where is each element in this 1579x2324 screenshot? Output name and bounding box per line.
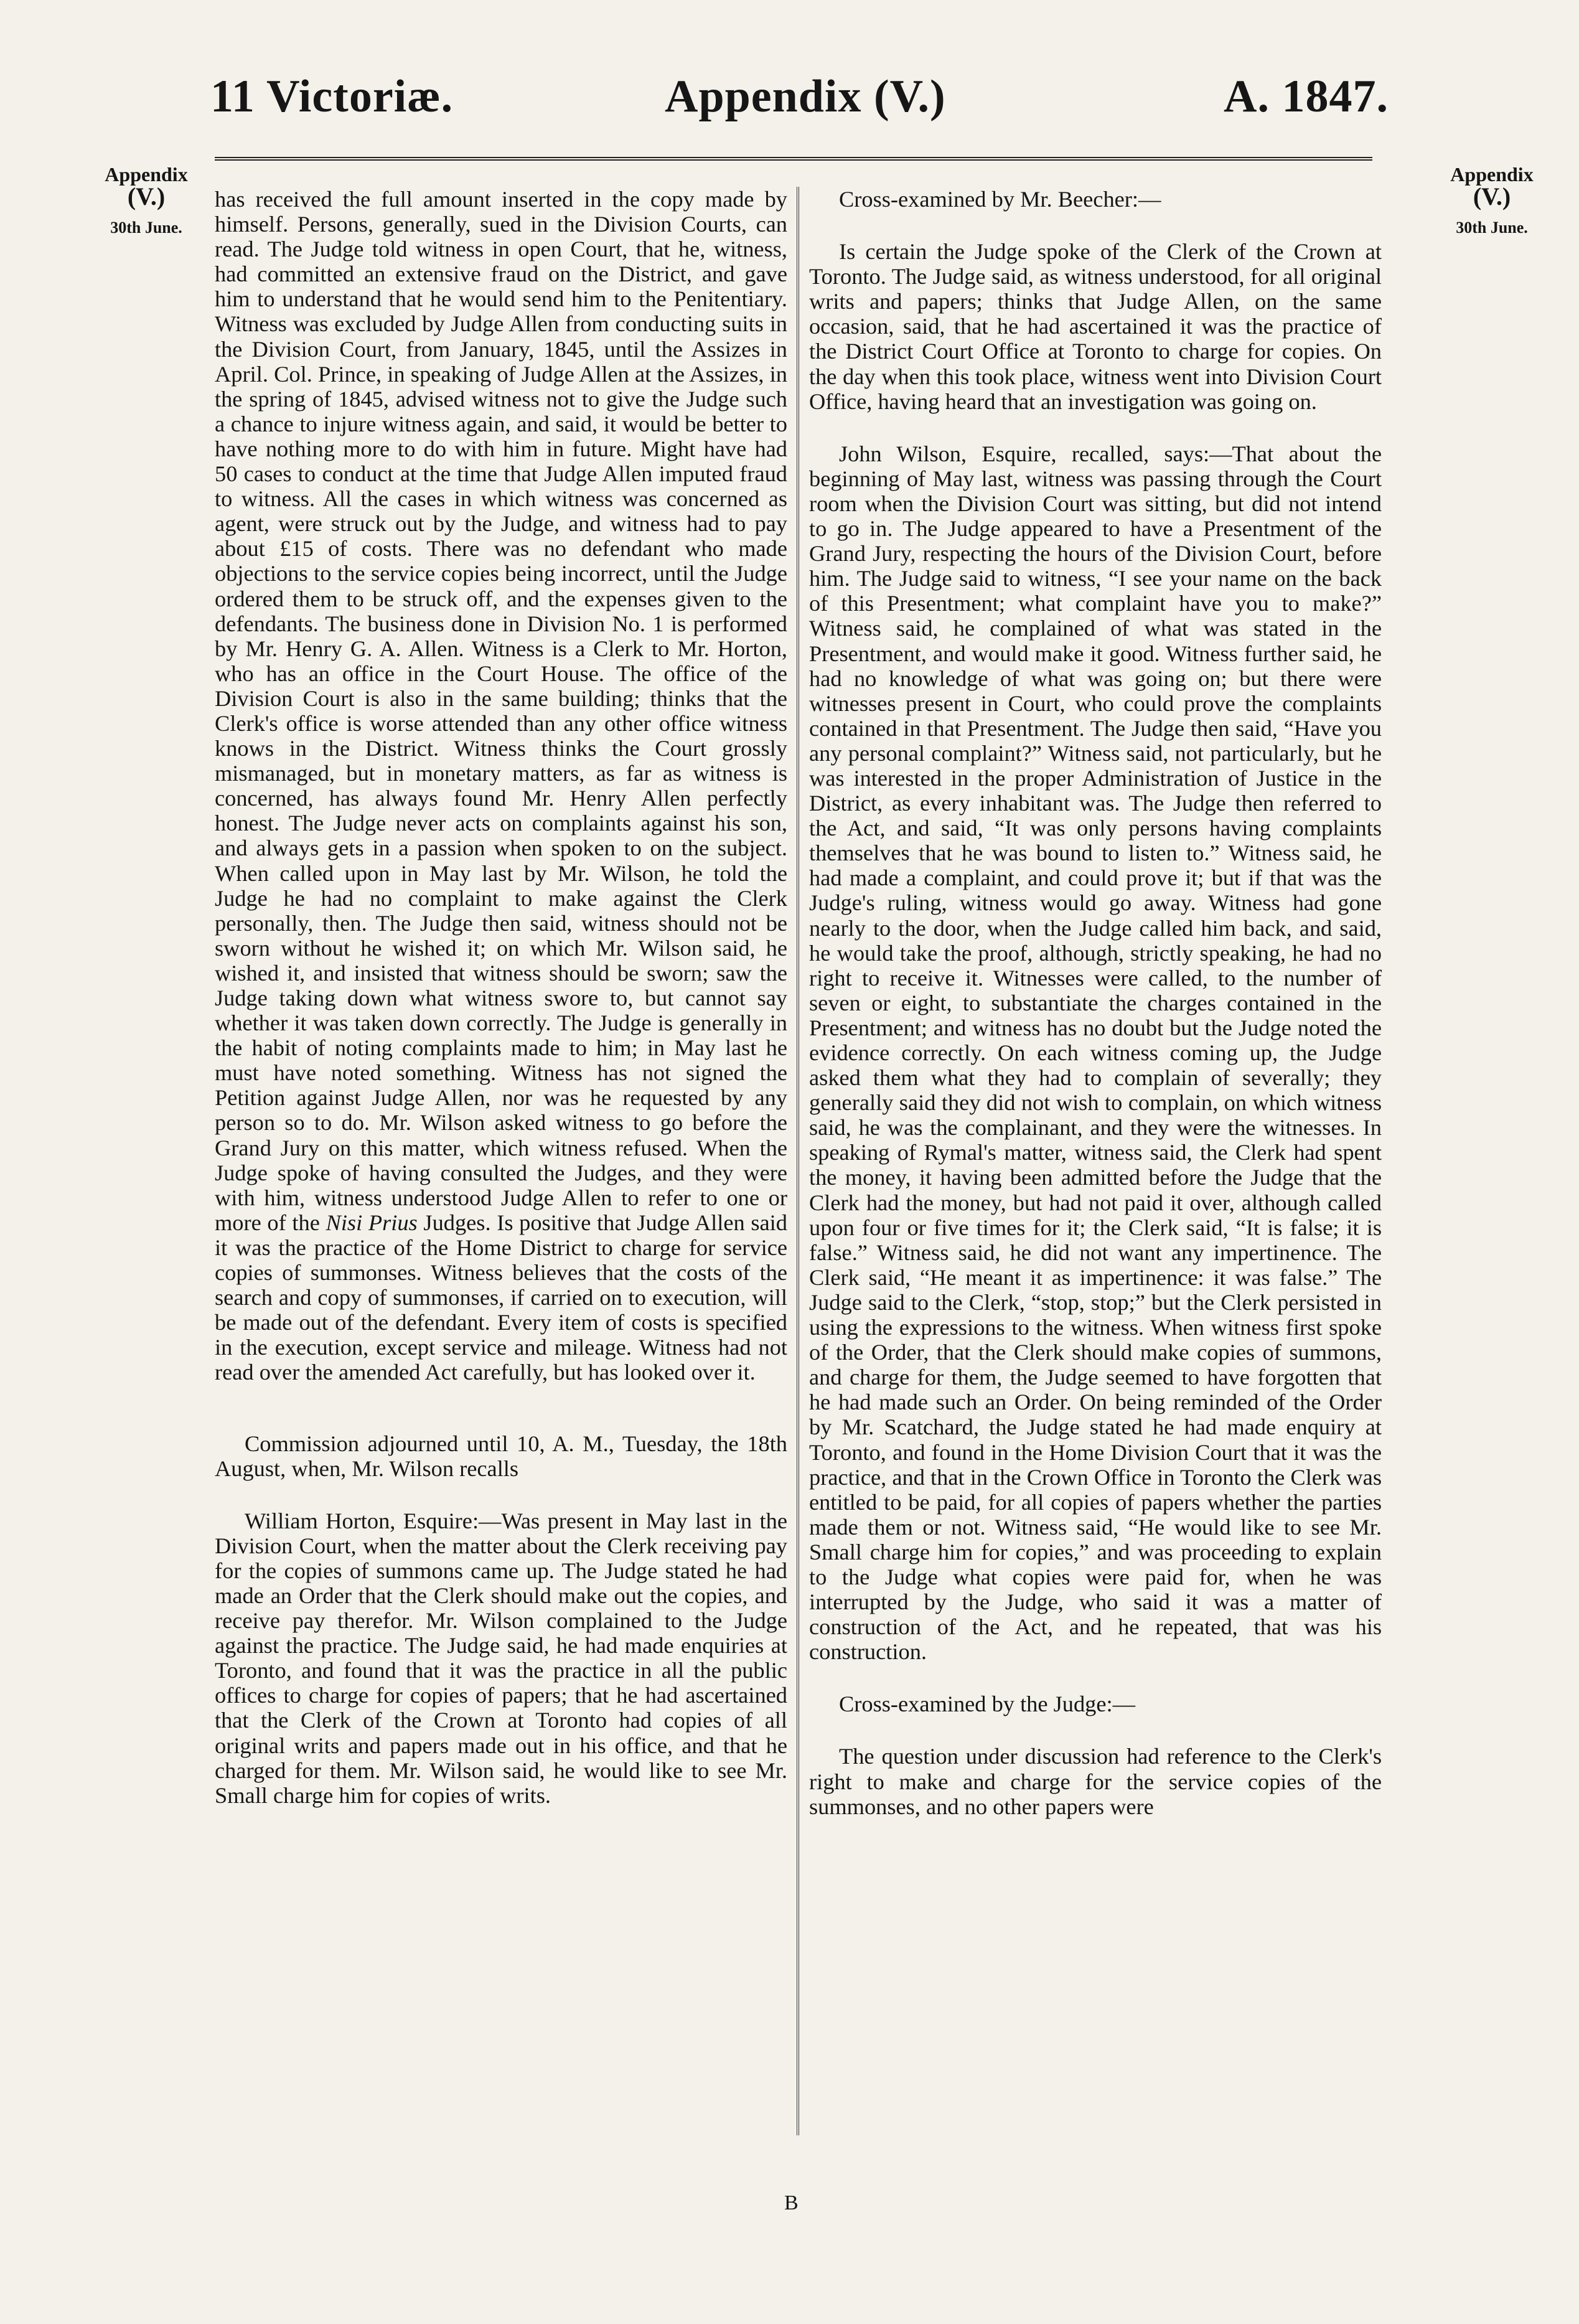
header-session: 11 Victoriæ. <box>210 71 454 122</box>
margin-left-date: 30th June. <box>110 219 182 237</box>
left-column <box>215 187 787 1808</box>
header-year: A. 1847. <box>1224 71 1389 122</box>
column-divider <box>797 187 799 2135</box>
left-paragraph-2: Commission adjourned until 10, A. M., Tuesday, the 18th August, when, Mr. Wilson recalls <box>215 1431 787 1481</box>
right-heading-cross-examined-beecher: Cross-examined by Mr. Beecher:— <box>839 187 1161 212</box>
right-column <box>809 187 1382 1819</box>
right-paragraph-5: The question under discussion had reference to the Clerk's right to make and charge for the service copies of the summonses, and no other papers were <box>809 1744 1382 1819</box>
margin-right-date: 30th June. <box>1456 219 1528 237</box>
header-title: Appendix (V.) <box>665 71 946 122</box>
left-paragraph-1-end: Judges. Is positive that Judge Allen said it was the practice of the Home District to charge for service copies of summonses. Witness believes that the costs of the search and copy of summonses, if carried on to execution, will be made out of the defendant. Every item of costs is specified in the execution, except service and mileage. Witness had not read over the amended Act carefully, but has looked over it. <box>215 1210 787 1385</box>
left-paragraph-1-italic: Nisi Prius <box>326 1210 418 1235</box>
margin-left-title: Appendix <box>105 163 188 186</box>
left-paragraph-1 <box>215 187 787 1385</box>
left-paragraph-3: William Horton, Esquire:—Was present in May last in the Division Court, when the matter about the Clerk receiving pay for the copies of summons came up. The Judge stated he had made an Order that the Clerk should make out the copies, and receive pay therefor. Mr. Wilson complained to the Judge against the practice. The Judge said, he had made enquiries at Toronto, and found that it was the practice in all the public offices to charge for copies of papers; that he had ascertained that the Clerk of the Crown at Toronto had copies of all original writs and papers made out in his office, and that he charged for them. Mr. Wilson said, he would like to see Mr. Small charge him for copies of writs. <box>215 1508 787 1808</box>
right-paragraph-3: John Wilson, Esquire, recalled, says:—That about the beginning of May last, witness was passing through the Court room when the Division Court was sitting, but did not intend to go in. The Judge appeared to have a Presentment of the Grand Jury, respecting the hours of the Division Court, before him. The Judge said to witness, “I see your name on the back of this Presentment; what complaint have you to make?” Witness said, he complained of what was stated in the Presentment, and would make it good. Witness further said, he had no knowledge of what was going on; but there were witnesses present in Court, who could prove the complaints contained in that Presentment. The Judge then said, “Have you any personal complaint?” Witness said, not particularly, but he was interested in the proper Administration of Justice in the District, as every inhabitant was. The Judge then referred to the Act, and said, “It was only persons having complaints themselves that he was bound to listen to.” Witness said, he had made a complaint, and could prove it; but if that was the Judge's ruling, witness would go away. Witness had gone nearly to the door, when the Judge called him back, and said, he would take the proof, although, strictly speaking, he had no right to receive it. Witnesses were called, to the number of seven or eight, to substantiate the charges contained in the Presentment; and witness has no doubt but the Judge noted the evidence correctly. On each witness coming up, the Judge asked them what they had to complain of severally; they generally said they did not wish to complain, on which witness said, he was the complainant, and they were the witnesses. In speaking of Rymal's matter, witness said, the Clerk had spent the money, it having been admitted before the Judge that the Clerk had the money, but had not paid it over, although called upon four or five times for it; the Clerk said, “It is false; it is false.” Witness said, he did not want any impertinence. The Clerk said, “He meant it as impertinence: it was false.” The Judge said to the Clerk, “stop, stop;” but the Clerk persisted in using the expressions to the witness. When witness first spoke of the Order, that the Clerk should make copies of summons, and charge for them, the Judge seemed to have forgotten that he had made such an Order. On being reminded of the Order by Mr. Scatchard, the Judge stated he had made enquiry at Toronto, and found in the Home Division Court that it was the practice, and that in the Crown Office in Toronto the Clerk was entitled to be paid, for all copies of papers whether the parties made them or not. Witness said, “He would like to see Mr. Small charge him for copies,” and was proceeding to explain to the Judge what copies were paid for, when he was interrupted by the Judge, who said it was a matter of construction of the Act, and he repeated, that was his construction. <box>809 441 1382 1665</box>
footer-signature: B <box>784 2191 799 2214</box>
margin-left-sub: (V.) <box>127 182 166 210</box>
left-paragraph-1-text: has received the full amount inserted in the copy made by himself. Persons, generally, sued in the Division Courts, can read. The Judge told witness in open Court, that he, witness, had committed an extensive fraud on the District, and gave him to understand that he would send him to the Penitentiary. Witness was excluded by Judge Allen from conducting suits in the Division Court, from January, 1845, until the Assizes in April. Col. Prince, in speaking of Judge Allen at the Assizes, in the spring of 1845, advised witness not to give the Judge such a chance to injure witness again, and said, it would be better to have nothing more to do with him in future. Might have had 50 cases to conduct at the time that Judge Allen imputed fraud to witness. All the cases in which witness was concerned as agent, were struck out by the Judge, and witness had to pay about £15 of costs. There was no defendant who made objections to the service copies being incorrect, until the Judge ordered them to be struck off, and the expenses given to the defendants. The business done in Division No. 1 is performed by Mr. Henry G. A. Allen. Witness is a Clerk to Mr. Horton, who has an office in the Court House. The office of the Division Court is also in the same building; thinks that the Clerk's office is worse attended than any other office witness knows in the District. Witness thinks the Court grossly mismanaged, but in monetary matters, as far as witness is concerned, has always found Mr. Henry Allen perfectly honest. The Judge never acts on complaints against his son, and always gets in a passion when spoken to on the subject. When called upon in May last by Mr. Wilson, he told the Judge he had no complaint to make against the Clerk personally, then. The Judge then said, witness should not be sworn without he wished it; on which Mr. Wilson said, he wished it, and insisted that witness should be sworn; saw the Judge taking down what witness swore to, but cannot say whether it was taken down correctly. The Judge is generally in the habit of noting complaints made to him; in May last he must have noted something. Witness has not signed the Petition against Judge Allen, nor was he requested by any person so to do. Mr. Wilson asked witness to go before the Grand Jury on this matter, which witness refused. When the Judge spoke of having consulted the Judges, and they were with him, witness understood Judge Allen to refer to one or more of the <box>215 187 787 1235</box>
margin-right-title: Appendix <box>1450 163 1534 186</box>
header-rule <box>215 157 1372 161</box>
margin-note-left <box>87 163 205 239</box>
margin-right-sub: (V.) <box>1473 182 1511 210</box>
right-heading-cross-examined-judge: Cross-examined by the Judge:— <box>839 1691 1136 1717</box>
margin-note-right <box>1423 163 1560 239</box>
right-paragraph-2: Is certain the Judge spoke of the Clerk of the Crown at Toronto. The Judge said, as witness understood, for all original writs and papers; thinks that Judge Allen, on the same occasion, said, that he had ascertained it was the practice of the District Court Office at Toronto to charge for copies. On the day when this took place, witness went into Division Court Office, having heard that an investigation was going on. <box>809 239 1382 414</box>
